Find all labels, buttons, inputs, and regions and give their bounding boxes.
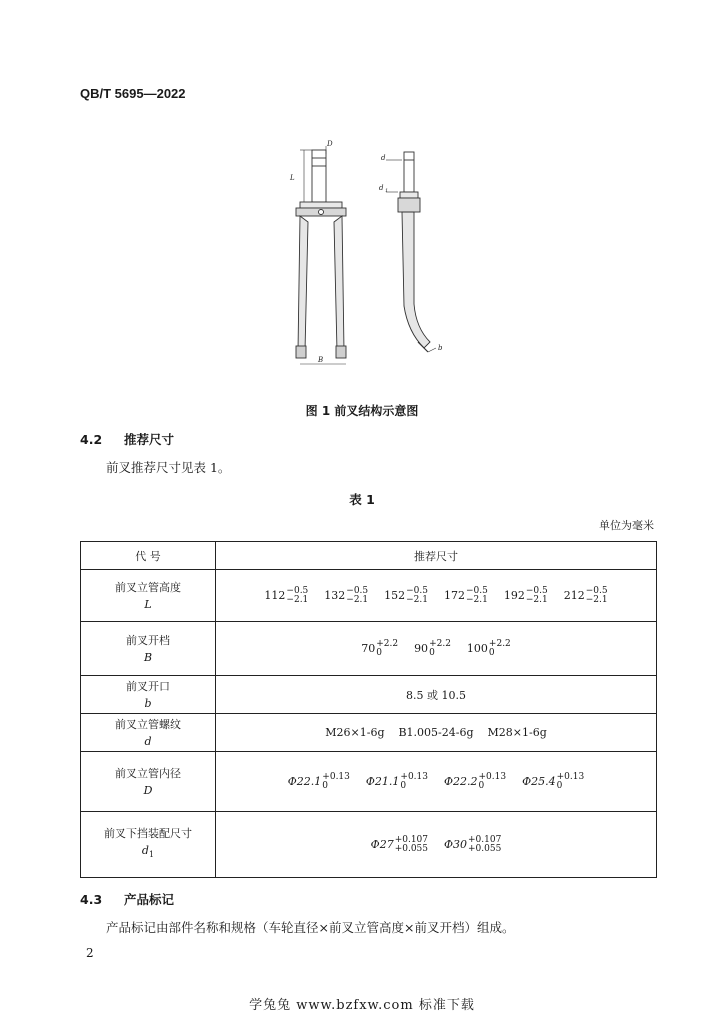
section-number: 4.2 [80, 432, 103, 447]
row-label: 前叉开档 B [81, 622, 216, 676]
tolerance-value: Φ22.2 +0.13 0 [444, 771, 507, 791]
table-row [81, 622, 657, 676]
table-row [81, 812, 657, 878]
standard-code: QB/T 5695—2022 [80, 86, 186, 101]
section-4-2-text: 前叉推荐尺寸见表 1。 [106, 460, 231, 475]
row-values: M26×1-6g B1.005-24-6g M28×1-6g [216, 714, 657, 752]
row-values [216, 622, 657, 676]
table-row [81, 676, 657, 714]
table-unit: 单位为毫米 [599, 519, 654, 532]
table-row [81, 570, 657, 622]
tolerance-value: 212 −0.5 −2.1 [563, 585, 608, 605]
tolerance-value: 152 −0.5 −2.1 [384, 585, 428, 605]
tolerance-value: Φ21.1 +0.13 0 [365, 771, 428, 791]
label-D: D [327, 140, 333, 148]
tolerance-value: 112 −0.5 −2.1 [264, 585, 309, 605]
tolerance-value: 132 −0.5 −2.1 [324, 585, 369, 605]
header-code: 代 号 [81, 542, 216, 570]
front-fork-diagram [278, 136, 458, 376]
label-b: b [438, 344, 443, 352]
table-row [81, 714, 657, 752]
row-label: 前叉下挡装配尺寸 $d_1$ [81, 812, 216, 878]
row-values [216, 570, 657, 622]
section-4-2-heading [80, 430, 174, 448]
label-d1: d [379, 184, 384, 192]
page-number: 2 [86, 946, 94, 960]
tolerance-value: 90 +2.2 0 [414, 638, 451, 658]
tolerance-value: 100 +2.2 0 [466, 638, 511, 658]
section-4-3-heading [80, 890, 174, 908]
label-B: B [318, 356, 324, 364]
tolerance-value: 172 −0.5 −2.1 [444, 585, 488, 605]
row-values [216, 752, 657, 812]
tolerance-value: Φ27 +0.107 +0.055 [370, 834, 428, 854]
row-label: 前叉开口 b [81, 676, 216, 714]
tolerance-value: Φ30 +0.107 +0.055 [444, 834, 502, 854]
recommended-size-table [80, 541, 657, 878]
figure-caption: 图 1 前叉结构示意图 [305, 404, 419, 418]
fork-side-view [386, 152, 436, 352]
row-values: 8.5 或 10.5 [216, 676, 657, 714]
label-d1-sub: 1 [385, 188, 389, 194]
tolerance-value: 192 −0.5 −2.1 [503, 585, 548, 605]
tolerance-value: 70 +2.2 0 [361, 638, 399, 658]
footer-watermark: 学兔兔 www.bzfxw.com 标准下载 [249, 998, 475, 1013]
row-values [216, 812, 657, 878]
table-title: 表 1 [349, 492, 375, 507]
fork-front-view [296, 146, 346, 364]
tolerance-value: Φ22.1 +0.13 0 [287, 771, 350, 791]
section-title: 产品标记 [124, 892, 175, 907]
label-d: d [381, 154, 386, 162]
section-title: 推荐尺寸 [124, 432, 175, 447]
table-header-row [81, 542, 657, 570]
row-label: 前叉立管螺纹 d [81, 714, 216, 752]
section-number: 4.3 [80, 892, 103, 907]
tolerance-value: Φ25.4 +0.13 0 [522, 771, 585, 791]
row-label: 前叉立管高度 L [81, 570, 216, 622]
row-label: 前叉立管内径 D [81, 752, 216, 812]
header-size: 推荐尺寸 [216, 542, 657, 570]
label-L: L [290, 174, 295, 182]
section-4-3-text: 产品标记由部件名称和规格（车轮直径×前叉立管高度×前叉开档）组成。 [106, 920, 515, 935]
table-row [81, 752, 657, 812]
